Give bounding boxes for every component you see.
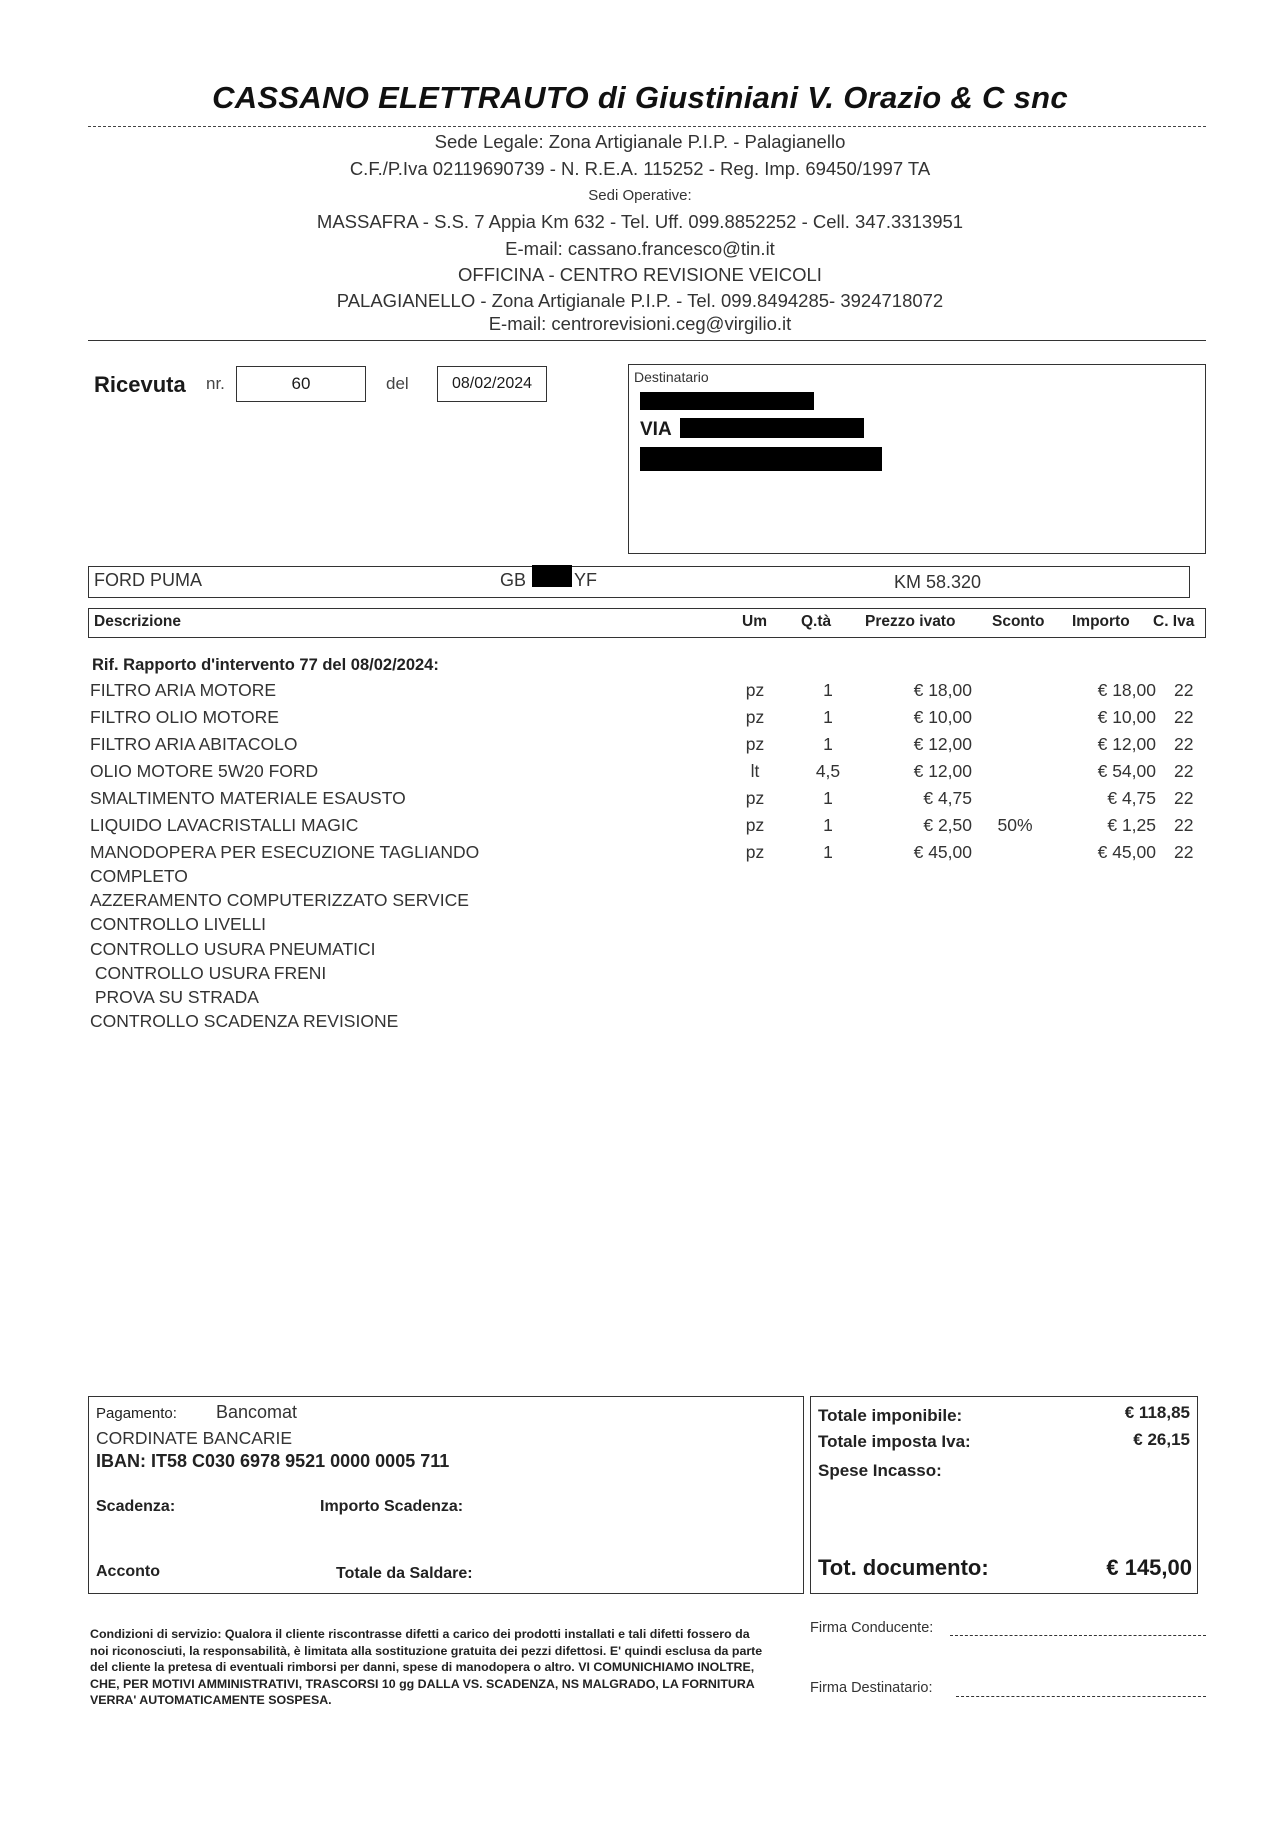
item-qty: 1 <box>823 815 833 835</box>
redacted-plate <box>532 565 572 587</box>
imposta-value: € 26,15 <box>1133 1430 1190 1449</box>
receipt-label: Ricevuta <box>94 372 186 397</box>
service-line: CONTROLLO USURA FRENI <box>90 963 327 983</box>
item-iva: 22 <box>1174 680 1194 700</box>
receipt-nr-label: nr. <box>206 374 225 393</box>
item-desc: LIQUIDO LAVACRISTALLI MAGIC <box>90 815 359 835</box>
item-um: pz <box>745 680 765 700</box>
item-price: € 10,00 <box>913 707 972 727</box>
col-sconto: Sconto <box>992 613 1045 630</box>
item-amount: € 10,00 <box>1097 707 1156 727</box>
item-iva: 22 <box>1174 815 1194 835</box>
firma-conducente-line <box>950 1635 1206 1636</box>
payment-method: Bancomat <box>216 1402 298 1422</box>
header-line-4: MASSAFRA - S.S. 7 Appia Km 632 - Tel. Uff. 099.8852252 - Cell. 347.3313951 <box>316 211 964 232</box>
item-price: € 4,75 <box>923 788 972 808</box>
item-amount: € 54,00 <box>1097 761 1156 781</box>
item-um: pz <box>745 734 765 754</box>
col-descrizione: Descrizione <box>94 613 182 630</box>
col-importo: Importo <box>1072 613 1130 630</box>
header-line-5: E-mail: cassano.francesco@tin.it <box>505 238 775 259</box>
redacted-recipient-street <box>680 418 864 438</box>
col-iva: C. Iva <box>1153 613 1195 630</box>
tot-documento-label: Tot. documento: <box>818 1555 989 1580</box>
spese-incasso-label: Spese Incasso: <box>818 1461 942 1480</box>
service-line: CONTROLLO LIVELLI <box>90 914 267 934</box>
header-line-3: Sedi Operative: <box>588 187 692 204</box>
imponibile-value: € 118,85 <box>1124 1403 1190 1422</box>
item-qty: 1 <box>823 680 833 700</box>
item-um: pz <box>745 815 765 835</box>
item-desc: SMALTIMENTO MATERIALE ESAUSTO <box>90 788 406 808</box>
item-price: € 18,00 <box>913 680 972 700</box>
item-price: € 12,00 <box>913 761 972 781</box>
item-amount: € 18,00 <box>1097 680 1156 700</box>
col-um: Um <box>742 613 767 630</box>
item-iva: 22 <box>1174 707 1194 727</box>
item-iva: 22 <box>1174 842 1194 862</box>
service-line: CONTROLLO SCADENZA REVISIONE <box>90 1011 399 1031</box>
item-qty: 1 <box>823 842 833 862</box>
firma-destinatario-line <box>956 1696 1206 1697</box>
item-desc: FILTRO OLIO MOTORE <box>90 707 279 727</box>
item-price: € 2,50 <box>923 815 972 835</box>
col-prezzo: Prezzo ivato <box>865 613 956 630</box>
service-line: PROVA SU STRADA <box>90 987 259 1007</box>
header-line-1: Sede Legale: Zona Artigianale P.I.P. - Palagianello <box>434 131 846 152</box>
item-price: € 12,00 <box>913 734 972 754</box>
col-qta: Q.tà <box>801 613 832 630</box>
totale-saldare-label: Totale da Saldare: <box>336 1565 473 1582</box>
item-um: lt <box>750 761 760 781</box>
recipient-label: Destinatario <box>634 369 709 385</box>
item-um: pz <box>745 788 765 808</box>
redacted-recipient-name <box>640 392 814 410</box>
item-amount: € 45,00 <box>1097 842 1156 862</box>
item-discount: 50% <box>997 815 1033 835</box>
iban: IBAN: IT58 C030 6978 9521 0000 0005 711 <box>96 1451 450 1471</box>
item-qty: 1 <box>823 788 833 808</box>
vehicle-km: KM 58.320 <box>894 572 982 592</box>
item-amount: € 1,25 <box>1107 815 1156 835</box>
item-iva: 22 <box>1174 734 1194 754</box>
receipt-number: 60 <box>236 366 366 402</box>
firma-destinatario-label: Firma Destinatario: <box>810 1680 933 1696</box>
item-iva: 22 <box>1174 761 1194 781</box>
item-qty: 4,5 <box>815 761 841 781</box>
intervention-reference: Rif. Rapporto d'intervento 77 del 08/02/2024: <box>92 656 439 674</box>
scadenza-label: Scadenza: <box>96 1498 176 1515</box>
item-um: pz <box>745 842 765 862</box>
item-qty: 1 <box>823 707 833 727</box>
vehicle-plate-end: YF <box>574 570 598 590</box>
receipt-date: 08/02/2024 <box>437 366 547 402</box>
item-qty: 1 <box>823 734 833 754</box>
redacted-recipient-city <box>640 447 882 471</box>
bank-title: CORDINATE BANCARIE <box>96 1428 293 1448</box>
recipient-via-label: VIA <box>640 419 672 440</box>
item-desc: OLIO MOTORE 5W20 FORD <box>90 761 319 781</box>
item-desc: FILTRO ARIA MOTORE <box>90 680 277 700</box>
company-name: CASSANO ELETTRAUTO di Giustiniani V. Orazio & C snc <box>212 80 1068 115</box>
item-um: pz <box>745 707 765 727</box>
item-price: € 45,00 <box>913 842 972 862</box>
vehicle-box <box>88 566 1190 598</box>
header-line-8: E-mail: centrorevisioni.ceg@virgilio.it <box>488 313 792 334</box>
header-top-rule <box>88 126 1206 127</box>
vehicle-model: FORD PUMA <box>94 570 202 590</box>
receipt-del-label: del <box>386 374 409 393</box>
item-desc: MANODOPERA PER ESECUZIONE TAGLIANDO <box>90 842 480 862</box>
acconto-label: Acconto <box>96 1563 160 1580</box>
item-desc: FILTRO ARIA ABITACOLO <box>90 734 298 754</box>
item-amount: € 4,75 <box>1107 788 1156 808</box>
imponibile-label: Totale imponibile: <box>818 1406 963 1425</box>
importo-scadenza-label: Importo Scadenza: <box>320 1498 464 1515</box>
item-amount: € 12,00 <box>1097 734 1156 754</box>
service-line: CONTROLLO USURA PNEUMATICI <box>90 939 376 959</box>
service-line: AZZERAMENTO COMPUTERIZZATO SERVICE <box>90 890 469 910</box>
firma-conducente-label: Firma Conducente: <box>810 1620 934 1636</box>
header-bottom-rule <box>88 340 1206 341</box>
header-line-6: OFFICINA - CENTRO REVISIONE VEICOLI <box>458 264 822 285</box>
payment-label: Pagamento: <box>96 1405 177 1422</box>
service-conditions: Condizioni di servizio: Qualora il cliente riscontrasse difetti a carico dei prodotti installati e tali difetti fossero da noi riconosciuti, la responsabilità, è limitata alla sostituzione gratuita dei pezzi difettosi. E' quindi esclusa da parte del cliente la pretesa di eventuali rimborsi per danni, spese di manodopera o altro. VI COMUNICHIAMO INOLTRE, CHE, PER MOTIVI AMMINISTRATIVI, TRASCORSI 10 gg DALLA VS. SCADENZA, NS MALGRADO, LA FORNITURA VERRA' AUTOMATICAMENTE SOSPESA. <box>90 1627 763 1707</box>
header-line-2: C.F./P.Iva 02119690739 - N. R.E.A. 115252 - Reg. Imp. 69450/1997 TA <box>349 158 931 179</box>
item-iva: 22 <box>1174 788 1194 808</box>
tot-documento-value: € 145,00 <box>1106 1555 1192 1580</box>
service-line: COMPLETO <box>90 866 188 886</box>
vehicle-plate-start: GB <box>500 570 527 590</box>
imposta-label: Totale imposta Iva: <box>818 1432 971 1451</box>
header-line-7: PALAGIANELLO - Zona Artigianale P.I.P. - Tel. 099.8494285- 3924718072 <box>336 290 944 311</box>
